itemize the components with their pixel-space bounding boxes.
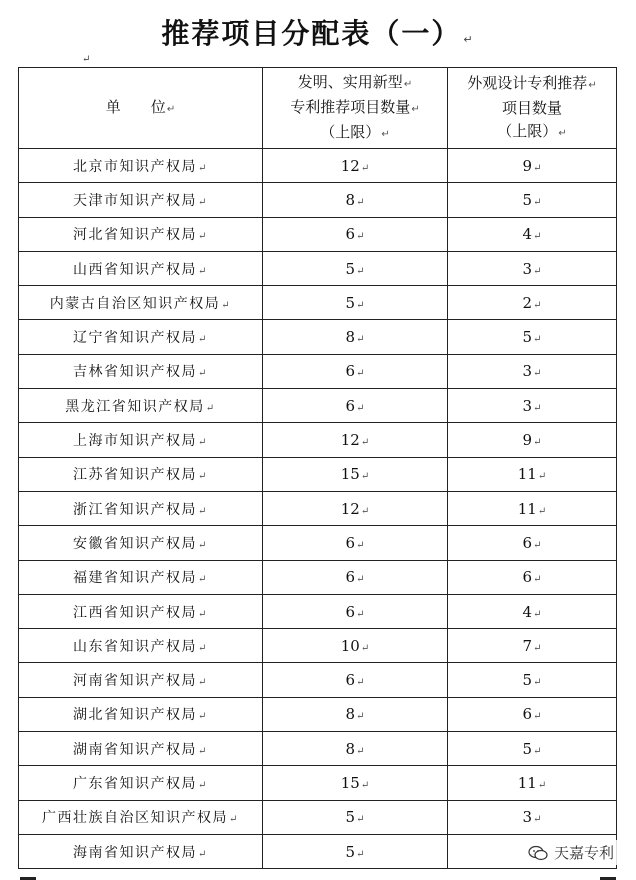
row-unit: 内蒙古自治区知识产权局↵	[19, 286, 263, 320]
paragraph-mark-icon: ↵	[537, 505, 547, 517]
row-unit: 上海市知识产权局↵	[19, 423, 263, 457]
watermark-text: 天嘉专利	[553, 844, 614, 862]
paragraph-mark-icon: ↵	[360, 642, 370, 654]
row-invention: 6↵	[263, 560, 448, 594]
paragraph-mark-icon: ↵	[411, 103, 420, 115]
paragraph-mark-icon: ↵	[356, 745, 365, 757]
row-invention: 12↵	[263, 491, 448, 525]
paragraph-mark-icon: ↵	[198, 677, 208, 689]
row-design: 5↵	[448, 183, 617, 217]
paragraph-mark-icon: ↵	[356, 196, 365, 208]
paragraph-mark-icon: ↵	[229, 814, 239, 826]
allocation-table	[18, 67, 617, 869]
paragraph-mark-icon: ↵	[356, 814, 365, 826]
table-row	[19, 629, 617, 663]
row-invention: 12↵	[263, 149, 448, 183]
table-row	[19, 663, 617, 697]
paragraph-mark-icon: ↵	[533, 711, 542, 723]
paragraph-mark-icon: ↵	[198, 539, 208, 551]
paragraph-mark-icon: ↵	[533, 539, 542, 551]
row-invention: 6↵	[263, 594, 448, 628]
paragraph-mark-icon: ↵	[360, 471, 370, 483]
row-invention: 6↵	[263, 354, 448, 388]
row-design: 7↵	[448, 629, 617, 663]
table-row	[19, 491, 617, 525]
row-invention: 8↵	[263, 732, 448, 766]
paragraph-mark-icon: ↵	[537, 779, 547, 791]
paragraph-mark-icon: ↵	[198, 162, 208, 174]
wechat-icon	[528, 845, 548, 861]
row-invention: 6↵	[263, 389, 448, 423]
paragraph-mark-icon: ↵	[533, 402, 542, 414]
paragraph-mark-icon: ↵	[356, 848, 365, 860]
row-unit: 海南省知识产权局↵	[19, 834, 263, 868]
paragraph-mark-icon: ↵	[533, 608, 542, 620]
paragraph-mark-icon: ↵	[356, 608, 365, 620]
header-invention: 发明、实用新型↵ 专利推荐项目数量↵ （上限）↵	[263, 68, 448, 149]
row-invention: 5↵	[263, 286, 448, 320]
row-unit: 广西壮族自治区知识产权局↵	[19, 800, 263, 834]
paragraph-mark-icon: ↵	[533, 334, 542, 346]
paragraph-mark-icon: ↵	[356, 539, 365, 551]
row-unit: 湖南省知识产权局↵	[19, 732, 263, 766]
row-design: 3↵	[448, 251, 617, 285]
paragraph-mark-icon: ↵	[356, 231, 365, 243]
row-design: 4↵	[448, 217, 617, 251]
row-invention: 6↵	[263, 663, 448, 697]
paragraph-mark-icon: ↵	[198, 196, 208, 208]
row-design: 9↵	[448, 149, 617, 183]
row-unit: 山西省知识产权局↵	[19, 251, 263, 285]
row-design: 5↵	[448, 663, 617, 697]
paragraph-mark-icon: ↵	[533, 437, 542, 449]
table-row	[19, 560, 617, 594]
row-design: 6↵	[448, 560, 617, 594]
table-row	[19, 457, 617, 491]
paragraph-mark-icon: ↵	[198, 471, 208, 483]
paragraph-mark-icon: ↵	[360, 162, 370, 174]
paragraph-mark-icon: ↵	[198, 608, 208, 620]
table-row	[19, 423, 617, 457]
row-unit: 天津市知识产权局↵	[19, 183, 263, 217]
paragraph-mark-icon: ↵	[533, 745, 542, 757]
row-design: 5↵	[448, 732, 617, 766]
table-row	[19, 697, 617, 731]
row-design: 11↵	[448, 491, 617, 525]
paragraph-mark-icon: ↵	[166, 103, 176, 115]
paragraph-mark-icon: ↵	[198, 711, 208, 723]
row-design: 5↵	[448, 320, 617, 354]
paragraph-mark-icon: ↵	[533, 677, 542, 689]
row-unit: 吉林省知识产权局↵	[19, 354, 263, 388]
paragraph-mark-icon: ↵	[533, 642, 542, 654]
paragraph-mark-icon: ↵	[356, 265, 365, 277]
row-design: 3↵	[448, 354, 617, 388]
row-invention: 8↵	[263, 183, 448, 217]
paragraph-mark-icon: ↵	[356, 574, 365, 586]
row-design: 6↵	[448, 526, 617, 560]
watermark	[524, 840, 618, 865]
paragraph-mark-icon: ↵	[198, 745, 208, 757]
row-invention: 10↵	[263, 629, 448, 663]
paragraph-mark-icon: ↵	[463, 33, 475, 46]
paragraph-mark-icon: ↵	[356, 402, 365, 414]
table-row	[19, 286, 617, 320]
paragraph-mark-icon: ↵	[360, 779, 370, 791]
title-text: 推荐项目分配表（一）	[161, 17, 462, 50]
row-invention: 8↵	[263, 697, 448, 731]
paragraph-mark-icon: ↵	[533, 368, 542, 380]
row-design: 6↵	[448, 697, 617, 731]
paragraph-mark-icon: ↵	[558, 127, 567, 139]
paragraph-mark-icon: ↵	[381, 128, 390, 140]
paragraph-mark-icon: ↵	[588, 79, 597, 91]
table-row	[19, 389, 617, 423]
paragraph-mark-icon: ↵	[533, 196, 542, 208]
paragraph-mark-icon: ↵	[198, 368, 208, 380]
paragraph-mark-icon: ↵	[198, 334, 208, 346]
row-invention: 15↵	[263, 766, 448, 800]
table-row	[19, 251, 617, 285]
row-invention: 5↵	[263, 834, 448, 868]
row-unit: 福建省知识产权局↵	[19, 560, 263, 594]
paragraph-mark-icon: ↵	[198, 848, 208, 860]
row-invention: 6↵	[263, 217, 448, 251]
row-design: 4↵	[448, 594, 617, 628]
row-unit: 河北省知识产权局↵	[19, 217, 263, 251]
row-unit: 北京市知识产权局↵	[19, 149, 263, 183]
table-row	[19, 594, 617, 628]
page-title	[0, 12, 636, 52]
table-row	[19, 183, 617, 217]
table-row	[19, 217, 617, 251]
row-unit: 湖北省知识产权局↵	[19, 697, 263, 731]
paragraph-mark-icon: ↵	[221, 299, 232, 311]
row-design: 9↵	[448, 423, 617, 457]
paragraph-mark-icon: ↵	[360, 437, 370, 449]
table-row	[19, 320, 617, 354]
paragraph-mark-icon: ↵	[198, 642, 208, 654]
paragraph-mark-icon: ↵	[198, 505, 208, 517]
row-design: 3↵	[448, 389, 617, 423]
paragraph-mark-icon: ↵	[198, 779, 208, 791]
paragraph-mark-icon: ↵	[198, 574, 208, 586]
paragraph-mark-icon: ↵	[533, 574, 542, 586]
paragraph-mark-icon: ↵	[356, 334, 365, 346]
row-unit: 黑龙江省知识产权局↵	[19, 389, 263, 423]
row-design: 3↵	[448, 800, 617, 834]
row-design: 11↵	[448, 457, 617, 491]
paragraph-mark-icon: ↵	[533, 231, 542, 243]
paragraph-mark-icon: ↵	[533, 162, 542, 174]
row-unit: 江苏省知识产权局↵	[19, 457, 263, 491]
paragraph-mark-icon: ↵	[533, 265, 542, 277]
row-unit: 安徽省知识产权局↵	[19, 526, 263, 560]
row-invention: 5↵	[263, 251, 448, 285]
table-header-row	[19, 68, 617, 149]
paragraph-mark-icon: ↵	[533, 814, 542, 826]
row-design: 11↵	[448, 766, 617, 800]
header-unit: 单 位↵	[19, 68, 263, 149]
paragraph-mark-icon: ↵	[533, 299, 542, 311]
row-invention: 12↵	[263, 423, 448, 457]
anchor-mark-icon: ↵	[82, 54, 91, 65]
table-row	[19, 354, 617, 388]
table-row	[19, 149, 617, 183]
header-design: 外观设计专利推荐↵ 项目数量 （上限）↵	[448, 68, 617, 149]
row-unit: 山东省知识产权局↵	[19, 629, 263, 663]
row-invention: 6↵	[263, 526, 448, 560]
table-row	[19, 732, 617, 766]
paragraph-mark-icon: ↵	[198, 437, 208, 449]
paragraph-mark-icon: ↵	[205, 402, 216, 414]
paragraph-mark-icon: ↵	[360, 505, 370, 517]
paragraph-mark-icon: ↵	[537, 471, 547, 483]
row-invention: 8↵	[263, 320, 448, 354]
row-unit: 辽宁省知识产权局↵	[19, 320, 263, 354]
paragraph-mark-icon: ↵	[403, 78, 413, 90]
table-row	[19, 526, 617, 560]
row-invention: 5↵	[263, 800, 448, 834]
paragraph-mark-icon: ↵	[356, 677, 365, 689]
paragraph-mark-icon: ↵	[198, 265, 208, 277]
table-row	[19, 800, 617, 834]
row-unit: 浙江省知识产权局↵	[19, 491, 263, 525]
paragraph-mark-icon: ↵	[356, 711, 365, 723]
paragraph-mark-icon: ↵	[356, 299, 365, 311]
row-unit: 江西省知识产权局↵	[19, 594, 263, 628]
row-unit: 广东省知识产权局↵	[19, 766, 263, 800]
row-invention: 15↵	[263, 457, 448, 491]
row-design: 2↵	[448, 286, 617, 320]
table-row	[19, 766, 617, 800]
paragraph-mark-icon: ↵	[356, 368, 365, 380]
paragraph-mark-icon: ↵	[198, 231, 208, 243]
row-unit: 河南省知识产权局↵	[19, 663, 263, 697]
